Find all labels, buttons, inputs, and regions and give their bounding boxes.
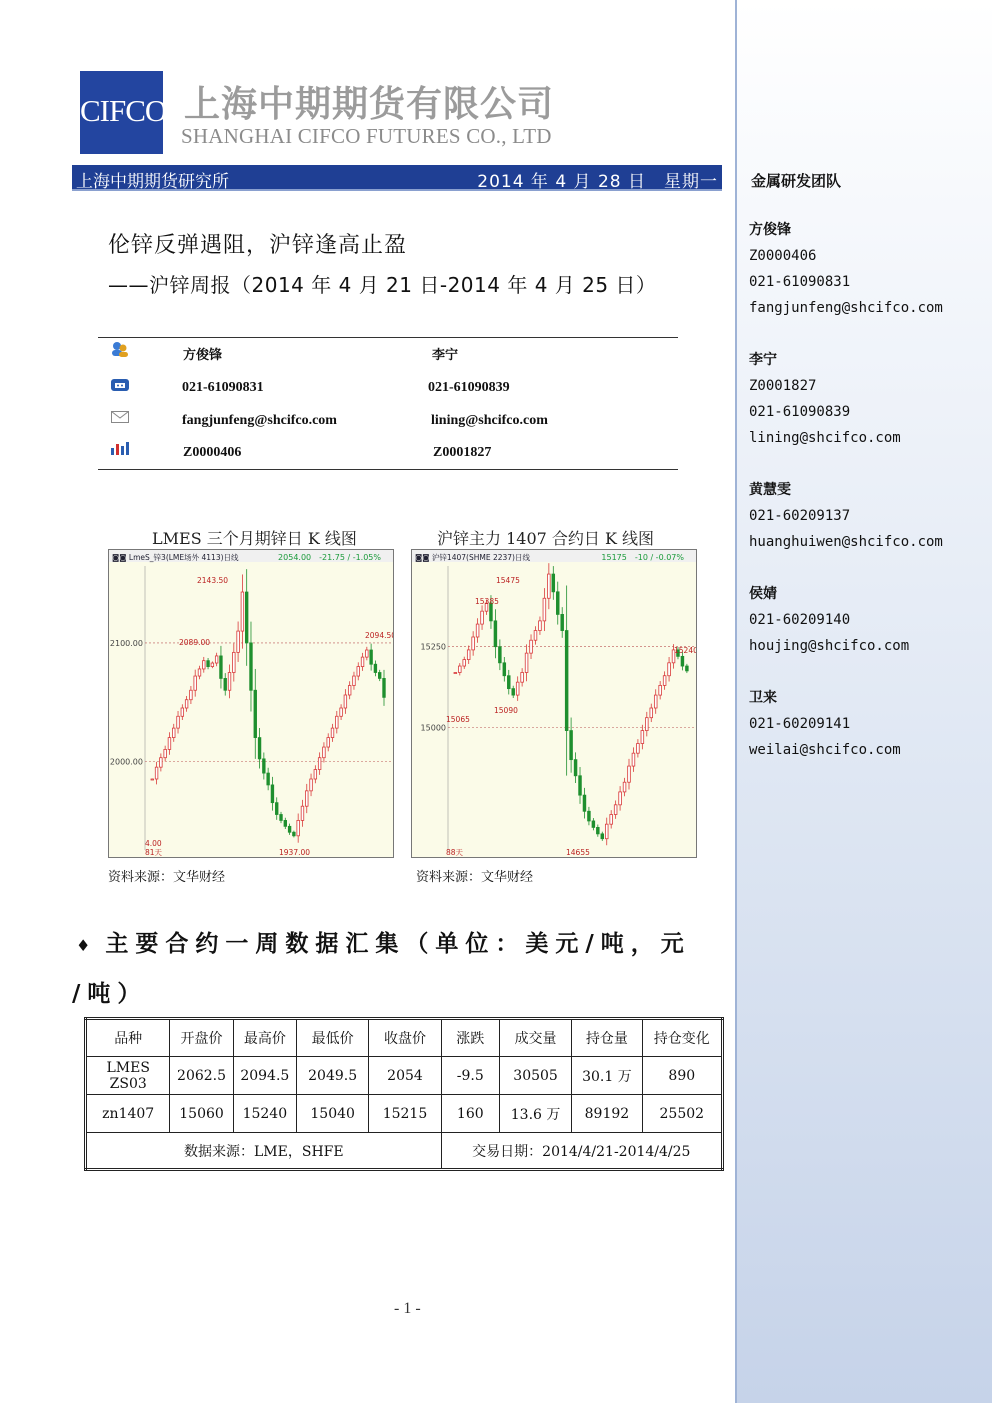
table-row (86, 1095, 723, 1133)
weekly-data-table (84, 1017, 724, 1171)
candle-body (357, 667, 360, 676)
company-name-cn: 上海中期期货有限公司 (184, 84, 555, 125)
table-cell: 89192 (572, 1095, 642, 1133)
candle-body (592, 821, 595, 827)
chart-header-quote: 15175 -10 / -0.07% (601, 553, 684, 562)
contact-phone: 021-60209137 (749, 508, 851, 524)
candle-body (686, 666, 689, 671)
candle-body (561, 614, 564, 630)
candle-body (574, 760, 577, 776)
mail-icon (110, 409, 130, 425)
sidebar-contact (749, 685, 989, 763)
candle-body (534, 631, 537, 641)
chart-header-label: ◙◙ LmeS_锌3(LME场外 4113)日线 (112, 553, 239, 562)
table-header: 收盘价 (369, 1019, 441, 1057)
table-cell: 15040 (296, 1095, 368, 1133)
candle-body (512, 689, 515, 695)
candle-body (288, 826, 291, 832)
analyst-name-1: 方俊锋 (183, 348, 223, 363)
candle-body (202, 661, 205, 669)
chart-annotation: 15090 (494, 706, 518, 715)
candle-body (160, 758, 163, 767)
contact-name: 侯婧 (749, 586, 777, 602)
candle-body (516, 682, 519, 695)
candle-body (530, 640, 533, 653)
candle-body (637, 744, 640, 754)
candle-body (366, 650, 369, 657)
report-title: 伦锌反弹遇阻，沪锌逢高止盈 (108, 233, 408, 258)
candle-body (323, 747, 326, 758)
section-heading-line2: /吨） (72, 981, 148, 1007)
candle-body (645, 718, 648, 731)
candle-body (659, 685, 662, 695)
candle-body (228, 673, 231, 691)
candle-body (614, 805, 617, 815)
analyst-phone-2: 021-61090839 (428, 380, 510, 395)
table-footer-date: 交易日期：2014/4/21-2014/4/25 (441, 1133, 722, 1170)
chart-header-quote: 2054.00 -21.75 / -1.05% (278, 553, 381, 562)
candle-body (503, 663, 506, 676)
contact-license: Z0001827 (749, 378, 817, 394)
candle-body (539, 621, 542, 631)
candle-body (383, 678, 386, 697)
candle-body (263, 759, 266, 773)
chart-annotation: 2094.50 (365, 631, 393, 640)
contact-email[interactable]: huanghuiwen@shcifco.com (749, 534, 943, 550)
shfe-zinc-kline-chart (411, 549, 697, 858)
company-logo (80, 71, 167, 154)
candle-body (271, 785, 274, 803)
chart-caption-shfe: 沪锌主力 1407 合约日 K 线图 (437, 529, 655, 548)
candle-body (185, 700, 188, 708)
table-header-row (86, 1019, 723, 1057)
candle-body (258, 738, 261, 759)
candle-body (190, 690, 193, 699)
sidebar-contact (749, 347, 989, 451)
shfe-chart-canvas (412, 550, 696, 857)
candle-body (650, 708, 653, 718)
candle-body (476, 624, 479, 637)
candle-body (310, 779, 313, 791)
institute-name: 上海中期期货研究所 (76, 172, 229, 192)
contact-name: 卫来 (749, 690, 777, 706)
candle-body (305, 791, 308, 806)
table-cell: 2049.5 (296, 1057, 368, 1095)
candle-body (267, 773, 270, 785)
table-cell: 2054 (369, 1057, 441, 1095)
chart-annotation: 81天 (145, 848, 163, 857)
chart-annotation: 15475 (496, 576, 520, 585)
analyst-email-2[interactable]: lining@shcifco.com (431, 413, 548, 428)
candle-body (241, 592, 244, 631)
candle-body (499, 647, 502, 663)
candle-body (168, 738, 171, 750)
candle-body (254, 690, 257, 737)
candle-body (245, 592, 248, 643)
divider-bottom (98, 469, 678, 470)
contact-phone: 021-61090831 (749, 274, 851, 290)
candle-body (610, 815, 613, 825)
chart-header-label: ◙◙ 沪锌1407(SHME 2237)日线 (415, 553, 530, 562)
table-header: 品种 (86, 1019, 170, 1057)
table-header: 涨跌 (441, 1019, 499, 1057)
chart-tick-label: 2100.00 (109, 638, 143, 648)
candle-body (151, 779, 154, 780)
candle-body (668, 663, 671, 676)
chart-caption-lme: LMES 三个月期锌日 K 线图 (152, 529, 357, 548)
candle-body (224, 678, 227, 690)
candle-body (548, 574, 551, 598)
candle-body (641, 731, 644, 744)
analyst-name-2: 李宁 (432, 348, 459, 363)
chart-tick-label: 2000.00 (109, 757, 143, 767)
candle-body (181, 708, 184, 716)
section-heading (76, 925, 691, 958)
chart-source-lme: 资料来源：文华财经 (108, 870, 226, 885)
candle-body (472, 637, 475, 650)
candle-body (275, 803, 278, 815)
people-icon (110, 341, 130, 357)
candle-body (340, 708, 343, 716)
chart-tick-label: 15250 (420, 642, 446, 652)
candle-body (327, 738, 330, 747)
candle-body (556, 592, 559, 615)
contact-phone: 021-61090839 (749, 404, 851, 420)
table-cell: 2062.5 (170, 1057, 233, 1095)
table-cell: 25502 (642, 1095, 722, 1133)
lme-chart-canvas (109, 550, 393, 857)
sidebar-contact (749, 217, 989, 321)
table-cell: 15215 (369, 1095, 441, 1133)
report-date: 2014 年 4 月 28 日 星期一 (477, 172, 718, 192)
analyst-license-2: Z0001827 (433, 445, 492, 460)
logo-mark: CIFCO (80, 93, 167, 128)
lme-zinc-kline-chart (108, 549, 394, 858)
table-header: 最低价 (296, 1019, 368, 1057)
analyst-license-1: Z0000406 (183, 445, 242, 460)
candle-body (370, 650, 373, 664)
contact-name: 黄慧雯 (749, 482, 791, 498)
phone-icon (110, 377, 130, 393)
chart-annotation: 15240 (674, 646, 696, 655)
table-cell: 890 (642, 1057, 722, 1095)
candle-body (525, 653, 528, 672)
company-name-en: SHANGHAI CIFCO FUTURES CO., LTD (181, 124, 552, 148)
candle-body (293, 832, 296, 836)
candle-body (463, 660, 466, 666)
chart-annotation: 88天 (446, 848, 464, 857)
candle-body (681, 656, 684, 666)
contact-name: 方俊锋 (749, 222, 791, 238)
table-cell: LMES ZS03 (86, 1057, 170, 1095)
analyst-phone-1: 021-61090831 (182, 380, 264, 395)
candle-body (284, 820, 287, 826)
candle-body (280, 815, 283, 821)
sidebar-title: 金属研发团队 (751, 172, 842, 190)
chart-annotation: 4.00 (145, 839, 162, 848)
candle-body (207, 661, 210, 667)
chart-annotation: 1937.00 (279, 848, 311, 857)
candle-body (215, 656, 218, 663)
candle-body (579, 776, 582, 795)
candle-body (301, 806, 304, 820)
candle-body (454, 673, 457, 674)
chart-source-shfe: 资料来源：文华财经 (416, 870, 534, 885)
candle-body (172, 728, 175, 737)
candle-body (314, 770, 317, 779)
candle-body (552, 574, 555, 592)
contact-phone: 021-60209141 (749, 716, 851, 732)
chart-annotation: 15385 (475, 597, 499, 606)
candle-body (467, 650, 470, 660)
candle-body (378, 673, 381, 679)
table-cell: 2094.5 (233, 1057, 296, 1095)
candle-body (374, 664, 377, 672)
candle-body (177, 716, 180, 728)
page-number: - 1 - (394, 1300, 421, 1317)
table-cell: 15060 (170, 1095, 233, 1133)
table-cell: -9.5 (441, 1057, 499, 1095)
candle-body (155, 767, 158, 779)
candle-body (348, 686, 351, 695)
table-row (86, 1057, 723, 1095)
report-subtitle: ——沪锌周报（2014 年 4 月 21 日-2014 年 4 月 25 日） (108, 273, 657, 297)
candle-body (521, 673, 524, 683)
table-footer-row (86, 1133, 723, 1170)
candle-body (233, 652, 236, 672)
candle-body (361, 657, 364, 666)
candle-body (318, 758, 321, 770)
contact-email[interactable]: weilai@shcifco.com (749, 742, 901, 758)
candle-body (297, 820, 300, 835)
candle-body (619, 792, 622, 805)
candle-body (632, 753, 635, 766)
table-cell: 13.6 万 (499, 1095, 571, 1133)
sidebar-contact (749, 477, 989, 555)
table-cell: 30.1 万 (572, 1057, 642, 1095)
chart-annotation: 2089.00 (179, 638, 211, 647)
table-cell: 160 (441, 1095, 499, 1133)
candle-body (211, 663, 214, 667)
candle-body (543, 598, 546, 621)
license-icon (110, 440, 130, 456)
contact-license: Z0000406 (749, 248, 817, 264)
candle-body (654, 695, 657, 708)
candle-body (507, 676, 510, 689)
candle-body (588, 811, 591, 821)
candle-body (596, 827, 599, 833)
candle-body (220, 656, 223, 678)
candle-body (601, 834, 604, 839)
header-band (72, 165, 722, 191)
candle-body (628, 766, 631, 782)
candle-body (237, 631, 240, 652)
sidebar-contact (749, 581, 989, 659)
candle-body (344, 695, 347, 708)
candle-body (623, 782, 626, 792)
table-header: 开盘价 (170, 1019, 233, 1057)
chart-annotation: 15065 (446, 715, 470, 724)
candle-body (605, 824, 608, 839)
table-header: 成交量 (499, 1019, 571, 1057)
contact-email[interactable]: fangjunfeng@shcifco.com (749, 300, 943, 316)
table-header: 最高价 (233, 1019, 296, 1057)
candle-body (583, 795, 586, 811)
candle-body (194, 676, 197, 690)
contact-phone: 021-60209140 (749, 612, 851, 628)
candle-body (336, 716, 339, 728)
analyst-email-1[interactable]: fangjunfeng@shcifco.com (182, 413, 337, 428)
candle-body (331, 728, 334, 737)
section-heading-line1: 主要合约一周数据汇集（单位：美元/吨，元 (105, 931, 691, 957)
candle-body (458, 666, 461, 672)
contact-email[interactable]: houjing@shcifco.com (749, 638, 910, 654)
candle-body (164, 749, 167, 757)
chart-annotation: 2143.50 (197, 576, 229, 585)
table-header: 持仓变化 (642, 1019, 722, 1057)
chart-tick-label: 15000 (420, 723, 446, 733)
diamond-icon: ♦ (76, 936, 98, 955)
chart-annotation: 14655 (566, 848, 590, 857)
candle-body (198, 669, 201, 676)
table-cell: zn1407 (86, 1095, 170, 1133)
candle-body (250, 643, 253, 690)
candle-body (570, 731, 573, 760)
candle-body (494, 621, 497, 647)
contact-email[interactable]: lining@shcifco.com (749, 430, 901, 446)
table-cell: 15240 (233, 1095, 296, 1133)
candle-body (565, 631, 568, 731)
candle-body (481, 611, 484, 624)
table-footer-source: 数据来源：LME，SHFE (86, 1133, 442, 1170)
team-sidebar (735, 0, 992, 1403)
divider-top (98, 337, 678, 338)
candle-body (663, 676, 666, 686)
contact-name: 李宁 (749, 352, 777, 368)
table-header: 持仓量 (572, 1019, 642, 1057)
candle-body (353, 676, 356, 685)
table-cell: 30505 (499, 1057, 571, 1095)
